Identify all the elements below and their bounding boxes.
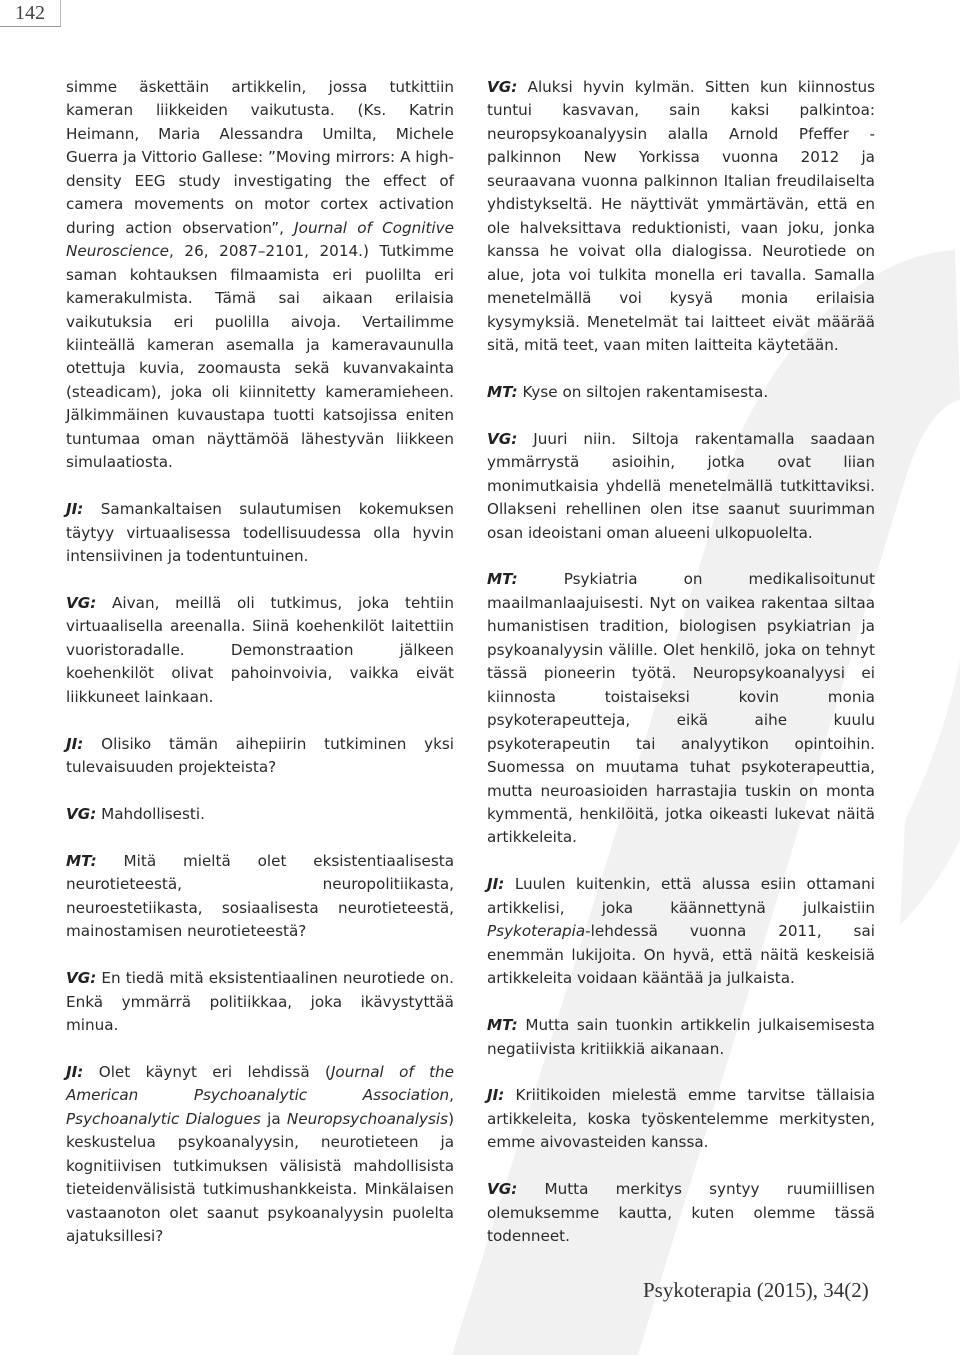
speaker-label: JI: — [487, 1086, 505, 1105]
paragraph-text: Mutta merkitys syntyy ruumiillisen olemuksemme kautta, kuten olemme tässä todenneet. — [487, 1180, 875, 1246]
paragraph-text: Kyse on siltojen rakentamisesta. — [517, 382, 769, 401]
paragraph-text: Samankaltaisen sulautumisen kokemuksen täytyy virtuaalisessa todellisuudessa olla hyvin intensiivinen ja todentuntuinen. — [66, 500, 454, 566]
paragraph-text: simme äskettäin artikkelin, jossa tutkittiin kameran liikkeiden vaikutusta. (Ks. Katrin Heimann, Maria Alessandra Umilta, Michele Guerra ja Vittorio Gallese: ”Moving mirrors: A high-density EEG study investigating the effect of camera movements on motor cortex activation during action observation”, — [66, 78, 454, 237]
paragraph-text: Mahdollisesti. — [96, 804, 205, 823]
right-column — [487, 76, 875, 1249]
dialogue-paragraph — [487, 1084, 875, 1154]
left-column — [66, 76, 454, 1249]
dialogue-paragraph — [66, 850, 454, 944]
dialogue-paragraph — [487, 1014, 875, 1061]
paragraph-text: Olet käynyt eri lehdissä ( — [83, 1062, 331, 1081]
dialogue-paragraph — [66, 803, 454, 826]
paragraph-text: Mitä mieltä olet eksistentiaalisesta neurotieteestä, neuropolitiikasta, neuroestetiikasta, sosiaalisesta neurotieteestä, mainostamisen neurotieteestä? — [66, 851, 454, 941]
paragraph-text: Psykiatria on medikalisoitunut maailmanlaajuisesti. Nyt on vaikea rakentaa siltaa humanistisen tradition, biologisen psykiatrian ja psykoanalyysin välille. Olet henkilö, joka on tehnyt tässä pioneerin työtä. Neuropsykoanalyysi ei kiinnosta toistaiseksi kovin monia psykoterapeutteja, eikä aihe kuulu psykoterapeutin tai analyytikon opintoihin. Suomessa on muutama tuhat psykoterapeuttia, mutta neuroasioiden harrastajia tuskin on monta kymmentä, henkilöitä, jotka oikeasti lukevat näitä artikkeleita. — [487, 570, 875, 847]
dialogue-paragraph — [66, 498, 454, 568]
speaker-label: MT: — [487, 570, 518, 589]
italic-title: Neuropsychoanalysis — [286, 1109, 449, 1128]
paragraph-text: En tiedä mitä eksistentiaalinen neurotiede on. Enkä ymmärrä politiikkaa, joka ikävystyttää minua. — [66, 969, 454, 1035]
paragraph-text: -lehdessä vuonna 2011, sai enemmän lukijoita. On hyvä, että näitä keskeisiä artikkeleita voidaan kääntää ja julkaista. — [487, 922, 875, 988]
paragraph-text: ja — [260, 1109, 287, 1128]
body-paragraph — [66, 76, 454, 475]
speaker-label: VG: — [66, 593, 97, 612]
italic-title: Psychoanalytic Dialogues — [66, 1109, 261, 1128]
paragraph-text: Luulen kuitenkin, että alussa esiin ottamani artikkelisi, joka käännettynä julkaistiin — [487, 875, 875, 917]
speaker-label: JI: — [66, 734, 84, 753]
speaker-label: JI: — [487, 875, 505, 894]
paragraph-text: Olisiko tämän aihepiirin tutkiminen yksi tulevaisuuden projekteista? — [66, 734, 454, 777]
dialogue-paragraph — [487, 873, 875, 990]
speaker-label: MT: — [487, 1016, 518, 1035]
speaker-label: JI: — [66, 500, 84, 519]
paragraph-text: , — [449, 1086, 454, 1105]
watermark-stroke-bowl — [900, 660, 960, 925]
speaker-label: VG: — [66, 804, 97, 823]
paragraph-text: Juuri niin. Siltoja rakentamalla saadaan ymmärrystä asioihin, jotka ovat liian monimutkaisia yhdellä menetelmällä tutkittaviksi. Ollakseni rehellinen olen itse saanut suurimman osan ideoistani oman alueeni ulkopuolelta. — [487, 429, 875, 542]
speaker-label: MT: — [66, 851, 97, 870]
journal-footer: Psykoterapia (2015), 34(2) — [643, 1278, 869, 1302]
speaker-label: VG: — [487, 78, 518, 96]
speaker-label: JI: — [66, 1062, 84, 1081]
dialogue-paragraph — [66, 967, 454, 1037]
dialogue-paragraph — [66, 1061, 454, 1249]
paragraph-text: Aluksi hyvin kylmän. Sitten kun kiinnostus tuntui kasvavan, sain kaksi palkintoa: neuropsykoanalyysin alalla Arnold Pfeffer -palkinnon New Yorkissa vuonna 2012 ja seuraavana vuonna palkinnon Italian freudilaiselta yhdistykseltä. He näyttivät ymmärtävän, että en ole halveksittava reduktionisti, vaan joku, jonka kanssa he voivat olla dialogissa. Neurotiede on alue, jota voi tulkita monella eri tavalla. Samalla menetelmällä voi kysyä monia erilaisia kysymyksiä. Menetelmät tai laitteet eivät määrää sitä, mitä teet, vaan miten laitteita käytetään. — [487, 78, 875, 354]
speaker-label: VG: — [487, 1180, 518, 1199]
italic-title: Journal of the American Psychoanalytic Association — [66, 1062, 454, 1105]
paragraph-text: , 26, 2087–2101, 2014.) Tutkimme saman kohtauksen filmaamista eri puolilta eri kamerakulmista. Tämä sai aikaan erilaisia vaikutuksia eri puolilla aivoja. Vertailimme kiinteällä kameran asemalla ja kameravaunulla otettuja kuvia, zoomausta sekä kuvanvakainta (steadicam), joka oli kiinnitetty kameramieheen. Jälkimmäinen kuvaustapa tuotti katsojissa eniten tuntumaa oman näyttämöä lähestyvän liikkeen simulaatiosta. — [66, 242, 454, 472]
dialogue-paragraph — [487, 568, 875, 849]
page-number: 142 — [0, 0, 61, 27]
paragraph-text: Mutta sain tuonkin artikkelin julkaisemisesta negatiivista kritiikkiä aikanaan. — [487, 1016, 875, 1058]
speaker-label: MT: — [487, 382, 518, 401]
dialogue-paragraph — [487, 428, 875, 545]
dialogue-paragraph — [487, 1178, 875, 1248]
speaker-label: VG: — [66, 969, 97, 988]
italic-title: Psykoterapia — [487, 922, 586, 941]
dialogue-paragraph — [66, 592, 454, 709]
paragraph-text: ) keskustelua psykoanalyysin, neurotieteen ja kognitiivisen tutkimuksen välisistä mahdollisista tieteidenvälisistä tutkimushankkeista. Minkälaisen vastaanoton olet saanut psykoanalyysin puolelta ajatuksillesi? — [66, 1109, 454, 1246]
paragraph-text: Kriitikoiden mielestä emme tarvitse tällaisia artikkeleita, koska työskentelemme merkitysten, emme aivovasteiden kanssa. — [487, 1086, 875, 1152]
italic-title: Journal of Cognitive Neuroscience — [66, 218, 454, 261]
dialogue-paragraph — [487, 381, 875, 404]
speaker-label: VG: — [487, 429, 518, 448]
dialogue-paragraph — [66, 733, 454, 780]
dialogue-paragraph — [487, 76, 875, 357]
paragraph-text: Aivan, meillä oli tutkimus, joka tehtiin virtuaalisella areenalla. Siinä koehenkilöt laitettiin vuoristoradalle. Demonstraation jälkeen koehenkilöt olivat pahoinvoivia, vaikka eivät liikkuneet lainkaan. — [66, 593, 454, 706]
